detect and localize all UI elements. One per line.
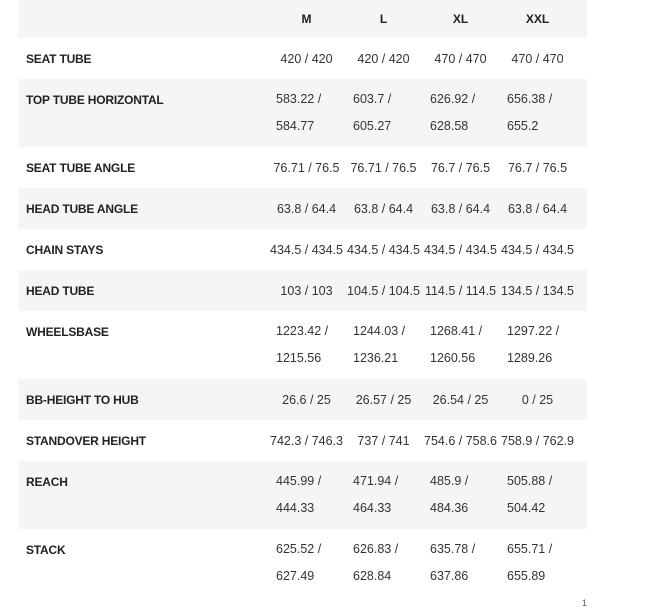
value-cell: 420 / 420: [357, 52, 410, 66]
value-cell: [422, 72, 499, 140]
value-cell: 103 / 103: [280, 284, 333, 298]
value-line: 485.9 /: [430, 474, 469, 488]
value-cell: 76.7 / 76.5: [507, 161, 568, 175]
value-line: 584.77: [276, 119, 315, 133]
value-line: 484.36: [430, 501, 469, 515]
value-cell: 434.5 / 434.5: [270, 243, 343, 257]
value-cell: 434.5 / 434.5: [347, 243, 420, 257]
row-label: HEAD TUBE ANGLE: [26, 202, 138, 216]
value-cell: [268, 72, 345, 140]
value-line: 628.84: [353, 569, 392, 583]
value-line: 603.7 /: [353, 92, 392, 106]
value-cell: 63.8 / 64.4: [276, 202, 337, 216]
value-line: 627.49: [276, 569, 315, 583]
value-cell: 470 / 470: [511, 52, 564, 66]
value-line: 1260.56: [430, 351, 476, 365]
value-line: 655.2: [507, 119, 539, 133]
table-header-row: [18, 0, 587, 38]
value-line: 655.71 /: [507, 542, 553, 556]
value-cell: 63.8 / 64.4: [430, 202, 491, 216]
value-cell: [345, 454, 422, 522]
value-cell: [422, 304, 499, 372]
value-cell: [422, 454, 499, 522]
table-row: [18, 529, 587, 597]
corner-mark: 1: [582, 598, 588, 608]
value-line: 637.86: [430, 569, 469, 583]
size-header-xl: XL: [452, 12, 469, 26]
value-line: 1244.03 /: [353, 324, 406, 338]
size-header-xxl: XXL: [525, 12, 550, 26]
value-line: 1289.26: [507, 351, 553, 365]
value-line: 444.33: [276, 501, 315, 515]
value-cell: 742.3 / 746.3: [270, 434, 343, 448]
row-label: CHAIN STAYS: [26, 243, 104, 257]
row-label: STANDOVER HEIGHT: [26, 434, 146, 448]
value-cell: 754.6 / 758.6: [424, 434, 497, 448]
value-cell: 134.5 / 134.5: [501, 284, 574, 298]
value-line: 635.78 /: [430, 542, 476, 556]
row-label: HEAD TUBE: [26, 284, 95, 298]
value-line: 1215.56: [276, 351, 322, 365]
row-label: BB-HEIGHT TO HUB: [26, 393, 139, 407]
value-cell: 26.54 / 25: [432, 393, 489, 407]
row-label: SEAT TUBE: [26, 52, 92, 66]
value-cell: [268, 454, 345, 522]
table-row: [18, 461, 587, 529]
value-line: 445.99 /: [276, 474, 322, 488]
value-cell: 0 / 25: [521, 393, 554, 407]
row-label: SEAT TUBE ANGLE: [26, 161, 136, 175]
value-cell: 63.8 / 64.4: [353, 202, 414, 216]
table-row: [18, 229, 587, 270]
row-label: WHEELSBASE: [26, 325, 109, 339]
value-cell: 26.6 / 25: [282, 393, 331, 407]
value-line: 504.42: [507, 501, 546, 515]
table-body: [18, 38, 587, 597]
value-line: 626.92 /: [430, 92, 476, 106]
value-line: 626.83 /: [353, 542, 399, 556]
value-cell: [422, 522, 499, 590]
value-cell: 758.9 / 762.9: [501, 434, 574, 448]
value-cell: 26.57 / 25: [355, 393, 412, 407]
value-line: 464.33: [353, 501, 392, 515]
value-cell: [268, 304, 345, 372]
value-cell: [345, 72, 422, 140]
table-row: [18, 79, 587, 147]
value-line: 1236.21: [353, 351, 399, 365]
value-cell: [499, 522, 576, 590]
size-header-m: M: [301, 12, 312, 26]
row-label: STACK: [26, 543, 66, 557]
row-label: REACH: [26, 475, 68, 489]
table-row: [18, 147, 587, 188]
value-line: 628.58: [430, 119, 469, 133]
value-cell: 434.5 / 434.5: [424, 243, 497, 257]
value-line: 605.27: [353, 119, 392, 133]
row-label: TOP TUBE HORIZONTAL: [26, 93, 164, 107]
value-cell: [268, 522, 345, 590]
value-cell: [345, 304, 422, 372]
value-cell: [345, 522, 422, 590]
value-cell: [499, 304, 576, 372]
value-line: 1268.41 /: [430, 324, 483, 338]
value-line: 583.22 /: [276, 92, 322, 106]
value-line: 625.52 /: [276, 542, 322, 556]
value-cell: 76.7 / 76.5: [430, 161, 491, 175]
value-cell: 63.8 / 64.4: [507, 202, 568, 216]
value-line: 656.38 /: [507, 92, 553, 106]
value-cell: [499, 454, 576, 522]
value-cell: 114.5 / 114.5: [424, 284, 497, 298]
value-line: 505.88 /: [507, 474, 553, 488]
table-row: [18, 311, 587, 379]
value-cell: 420 / 420: [280, 52, 333, 66]
value-cell: 737 / 741: [357, 434, 410, 448]
size-header-l: L: [379, 12, 388, 26]
value-line: 655.89: [507, 569, 546, 583]
value-cell: 76.71 / 76.5: [350, 161, 417, 175]
table-row: [18, 188, 587, 229]
table-row: [18, 379, 587, 420]
value-line: 1297.22 /: [507, 324, 560, 338]
value-cell: 104.5 / 104.5: [347, 284, 420, 298]
value-cell: 76.71 / 76.5: [273, 161, 340, 175]
geometry-table: [18, 0, 587, 597]
value-cell: 470 / 470: [434, 52, 487, 66]
value-cell: 434.5 / 434.5: [501, 243, 574, 257]
value-cell: [499, 72, 576, 140]
value-line: 471.94 /: [353, 474, 399, 488]
value-line: 1223.42 /: [276, 324, 329, 338]
